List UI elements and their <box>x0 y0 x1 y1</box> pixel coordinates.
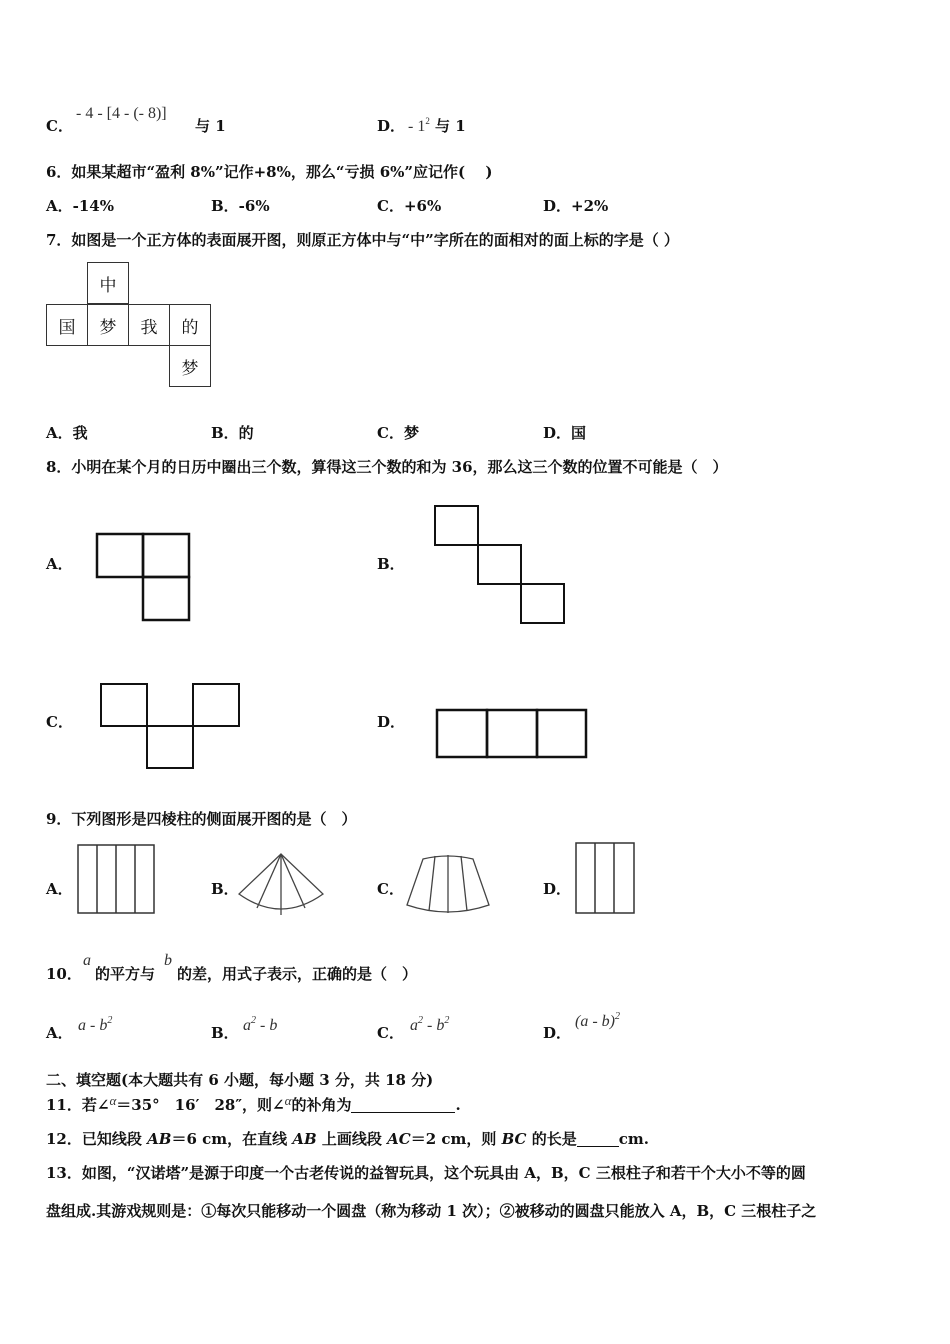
q10-option-c-label: C． <box>377 1024 404 1042</box>
q9-option-a-label: A． <box>46 880 73 898</box>
q10-option-a-expression: a - $b^2$ <box>78 1015 113 1034</box>
q10-option-c-expression: $a^2 - b^2$ <box>410 1015 450 1034</box>
q9-option-b-label: B． <box>211 880 239 898</box>
q6-option-a: A．-14% <box>46 197 114 215</box>
cube-net-face-de: 的 <box>169 304 211 346</box>
q10-option-d-label: D． <box>543 1024 572 1042</box>
q11-text: 11．若∠α＝35° 16′ 28″，则∠α的补角为 . <box>46 1093 461 1114</box>
q8-option-a-label: A． <box>46 555 73 573</box>
q5-option-c-expression: - 4 - [4 - (- 8)] <box>76 105 167 122</box>
q9-stem: 9．下列图形是四棱柱的侧面展开图的是（ ） <box>46 810 357 828</box>
q8-option-d-figure <box>435 708 588 760</box>
q5-option-d-expression: - $1^2$ <box>408 116 430 135</box>
q5-option-c-label: C． <box>46 117 73 135</box>
q8-option-b-label: B． <box>377 555 405 573</box>
q6-stem: 6．如果某超市“盈利 8%”记作+8%，那么“亏损 6%”应记作( ) <box>46 163 493 181</box>
q8-option-c-figure <box>99 682 241 772</box>
q7-stem: 7．如图是一个正方体的表面展开图，则原正方体中与“中”字所在的面相对的面上标的字是（ ） <box>46 231 679 249</box>
q7-option-a: A．我 <box>46 424 88 442</box>
cube-net-face-guo: 国 <box>46 304 88 346</box>
q10-stem-mid: 的平方与 <box>95 965 156 983</box>
q6-option-d: D．+2% <box>543 197 609 215</box>
q8-option-c-label: C． <box>46 713 73 731</box>
cube-net-face-meng: 梦 <box>87 304 129 346</box>
q13-line-1: 13．如图，“汉诺塔”是源于印度一个古老传说的益智玩具，这个玩具由 A，B，C 三根柱子和若干个大小不等的圆 <box>46 1164 806 1182</box>
q10-option-b-expression: $a^2$ - b <box>243 1015 278 1034</box>
q5-option-d-label: D． <box>377 117 406 135</box>
q10-stem-tail: 的差，用式子表示，正确的是（ ） <box>177 965 418 983</box>
q9-option-d-figure <box>575 842 637 916</box>
q8-option-a-figure <box>95 532 191 622</box>
q9-option-c-label: C． <box>377 880 404 898</box>
q8-option-b-figure <box>433 504 566 626</box>
section-2-title: 二、填空题(本大题共有 6 小题，每小题 3 分，共 18 分) <box>46 1071 434 1089</box>
q9-option-d-label: D． <box>543 880 572 898</box>
q11-answer-blank[interactable] <box>351 1112 455 1113</box>
q5-option-d-suffix: 与 1 <box>435 117 466 135</box>
q6-option-b: B．-6% <box>211 197 270 215</box>
q12-text: 12．已知线段 AB＝6 cm，在直线 AB 上画线段 AC＝2 cm，则 BC 的长是 cm. <box>46 1130 649 1148</box>
q9-option-b-figure <box>237 852 327 918</box>
q12-answer-blank[interactable] <box>577 1146 619 1147</box>
q10-option-b-label: B． <box>211 1024 239 1042</box>
q10-option-d-expression: (a - b)$^2$ <box>575 1011 620 1030</box>
q10-var-b: b <box>164 952 172 969</box>
q7-option-c: C．梦 <box>377 424 419 442</box>
q7-option-b: B．的 <box>211 424 254 442</box>
q9-option-c-figure <box>405 855 491 915</box>
cube-net-face-meng-2: 梦 <box>169 345 211 387</box>
cube-net-face-zhong: 中 <box>87 262 129 304</box>
q9-option-a-figure <box>77 844 157 916</box>
q13-line-2: 盘组成.其游戏规则是：①每次只能移动一个圆盘（称为移动 1 次）；②被移动的圆盘只能放入 A，B，C 三根柱子之 <box>46 1202 817 1220</box>
q7-option-d: D．国 <box>543 424 587 442</box>
q8-stem: 8．小明在某个月的日历中圈出三个数，算得这三个数的和为 36，那么这三个数的位置不可能是（ ） <box>46 458 728 476</box>
q5-option-c-suffix: 与 1 <box>195 117 226 135</box>
q10-var-a: a <box>83 952 91 969</box>
q8-option-d-label: D． <box>377 713 406 731</box>
cube-net-face-wo: 我 <box>128 304 170 346</box>
q10-option-a-label: A． <box>46 1024 73 1042</box>
q6-option-c: C．+6% <box>377 197 442 215</box>
q10-number: 10． <box>46 965 82 983</box>
